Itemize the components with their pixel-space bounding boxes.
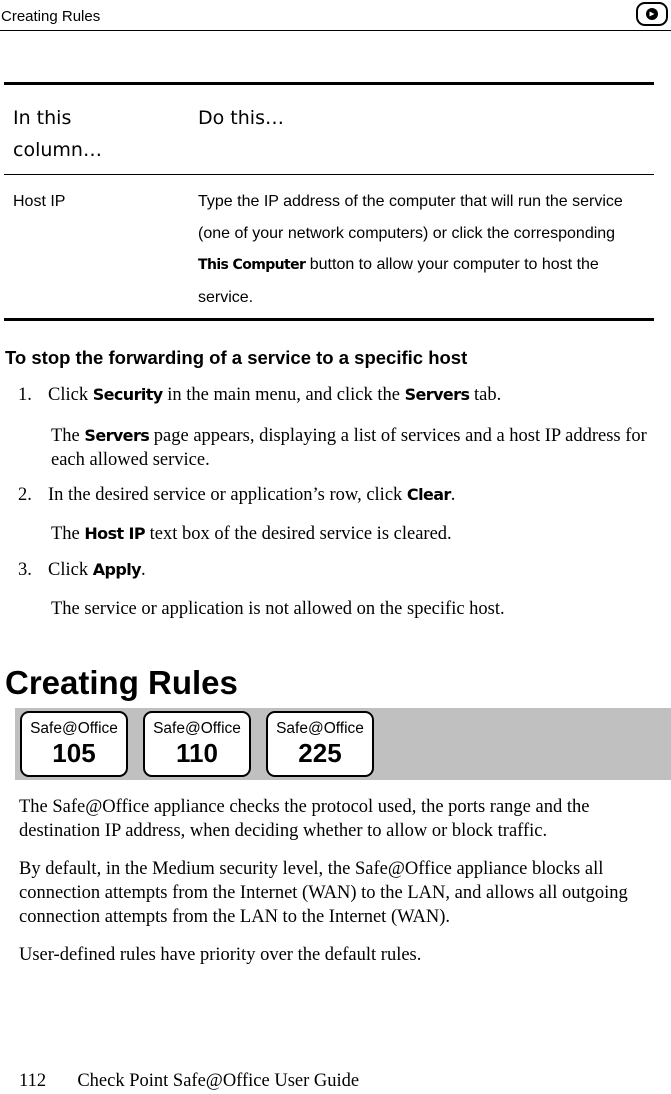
page-footer (19, 1071, 359, 1092)
servers-page-label: Servers (84, 426, 150, 445)
step-3-result: The service or application is not allowed on the specific host. (51, 599, 505, 619)
model-badge: Safe@Office 225 (266, 711, 374, 777)
procedure-heading: To stop the forwarding of a service to a specific host (5, 347, 468, 368)
row-description: Type the IP address of the computer that will run the service (one of your network computers) or click the corresponding This Computer button to allow your computer to host the service. (198, 193, 623, 306)
header-divider (4, 174, 654, 175)
table-bottom-rule (4, 318, 654, 321)
column-header-field: In this column… (13, 107, 102, 161)
model-badge: Safe@Office 110 (143, 711, 251, 777)
book-title: Check Point Safe@Office User Guide (77, 1071, 360, 1091)
paragraph: User-defined rules have priority over the default rules. (19, 945, 422, 965)
page-number: 112 (19, 1071, 47, 1091)
row-field-host-ip: Host IP (13, 193, 66, 210)
security-menu-label: Security (92, 385, 163, 404)
clear-button-label: Clear (406, 485, 451, 504)
step-1-result: The Servers page appears, displaying a list of services and a host IP address for each allowed service. (51, 426, 647, 470)
header-title: Creating Rules (1, 8, 101, 25)
step-2-result: The Host IP text box of the desired service is cleared. (51, 524, 452, 544)
servers-tab-label: Servers (404, 385, 470, 404)
apply-button-label: Apply (92, 560, 141, 579)
table-top-rule (4, 82, 654, 85)
model-badge-bar (15, 708, 671, 780)
paragraph: The Safe@Office appliance checks the protocol used, the ports range and the destination IP address, when deciding whether to allow or block traffic. (19, 797, 590, 841)
model-badge: Safe@Office 105 (20, 711, 128, 777)
circle-arrow-icon (636, 2, 668, 26)
section-title: Creating Rules (5, 664, 238, 701)
this-computer-label: This Computer (198, 257, 306, 273)
running-header (0, 0, 671, 31)
paragraph: By default, in the Medium security level, the Safe@Office appliance blocks all connection attempts from the Internet (WAN) to the LAN, and allows all outgoing connection attempts from the LAN to the Internet (WAN). (19, 859, 628, 927)
column-header-action: Do this… (198, 107, 284, 129)
host-ip-field-label: Host IP (84, 524, 145, 543)
